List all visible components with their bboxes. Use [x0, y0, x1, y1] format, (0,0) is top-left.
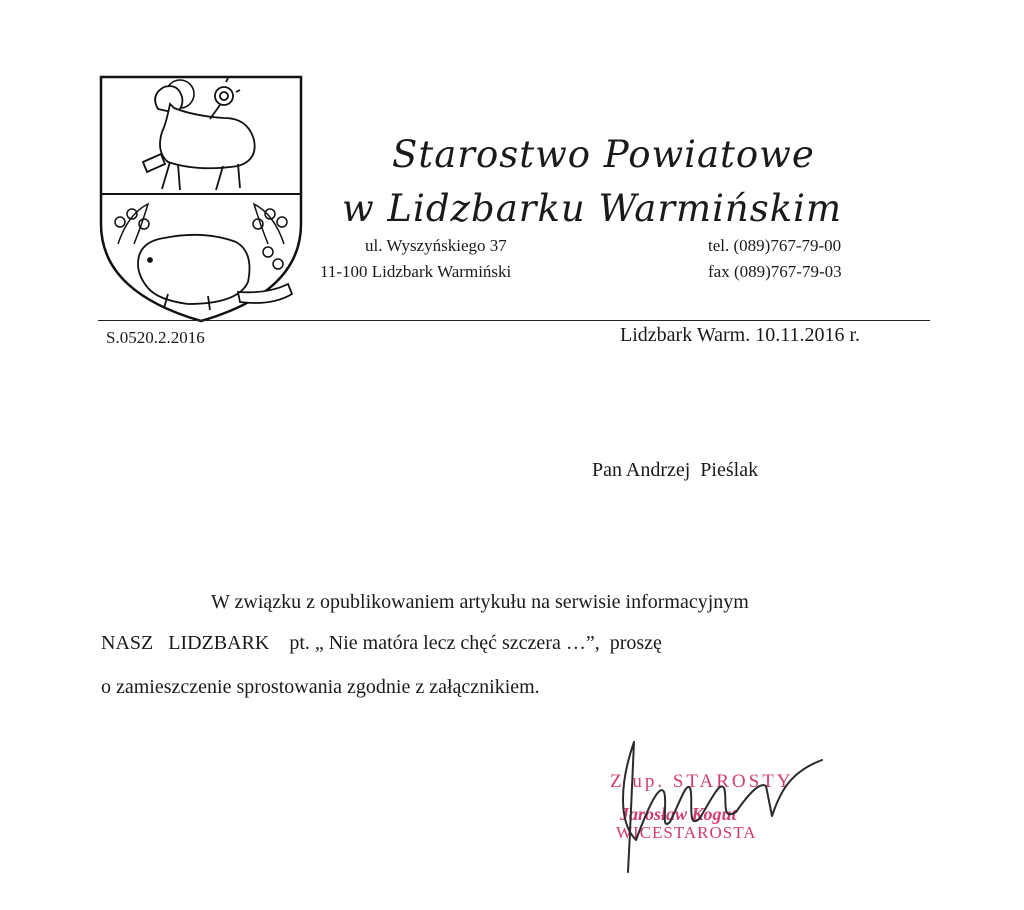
stamp-line-3: WICESTAROSTA: [616, 823, 757, 842]
address-street: ul. Wyszyńskiego 37: [365, 236, 507, 255]
header-divider: [98, 320, 930, 321]
stamp-line-2: Jarosław Kogut: [620, 804, 737, 824]
signature-stamp: [590, 722, 830, 902]
stamp-line-1: Z up. STAROSTY: [610, 771, 794, 792]
body-line-3: o zamieszczenie sprostowania zgodnie z załącznikiem.: [101, 676, 540, 698]
recipient-name: Pan Andrzej Pieślak: [592, 459, 759, 481]
phone-number: tel. (089)767-79-00: [708, 236, 842, 255]
coat-of-arms-emblem: [98, 74, 304, 324]
fax-number: fax (089)767-79-03: [708, 262, 842, 281]
body-line-2: NASZ LIDZBARK pt. „ Nie matóra lecz chęć szczera …”, proszę: [101, 632, 662, 654]
body-line-1: W związku z opublikowaniem artykułu na serwisie informacyjnym: [211, 591, 749, 613]
address-city: 11-100 Lidzbark Warmiński: [320, 262, 512, 281]
place-and-date: Lidzbark Warm. 10.11.2016 r.: [620, 324, 861, 346]
institution-name-line2: w Lidzbarku Warmińskim: [342, 187, 843, 230]
institution-name-line1: Starostwo Powiatowe: [392, 133, 815, 176]
reference-number: S.0520.2.2016: [106, 328, 205, 347]
